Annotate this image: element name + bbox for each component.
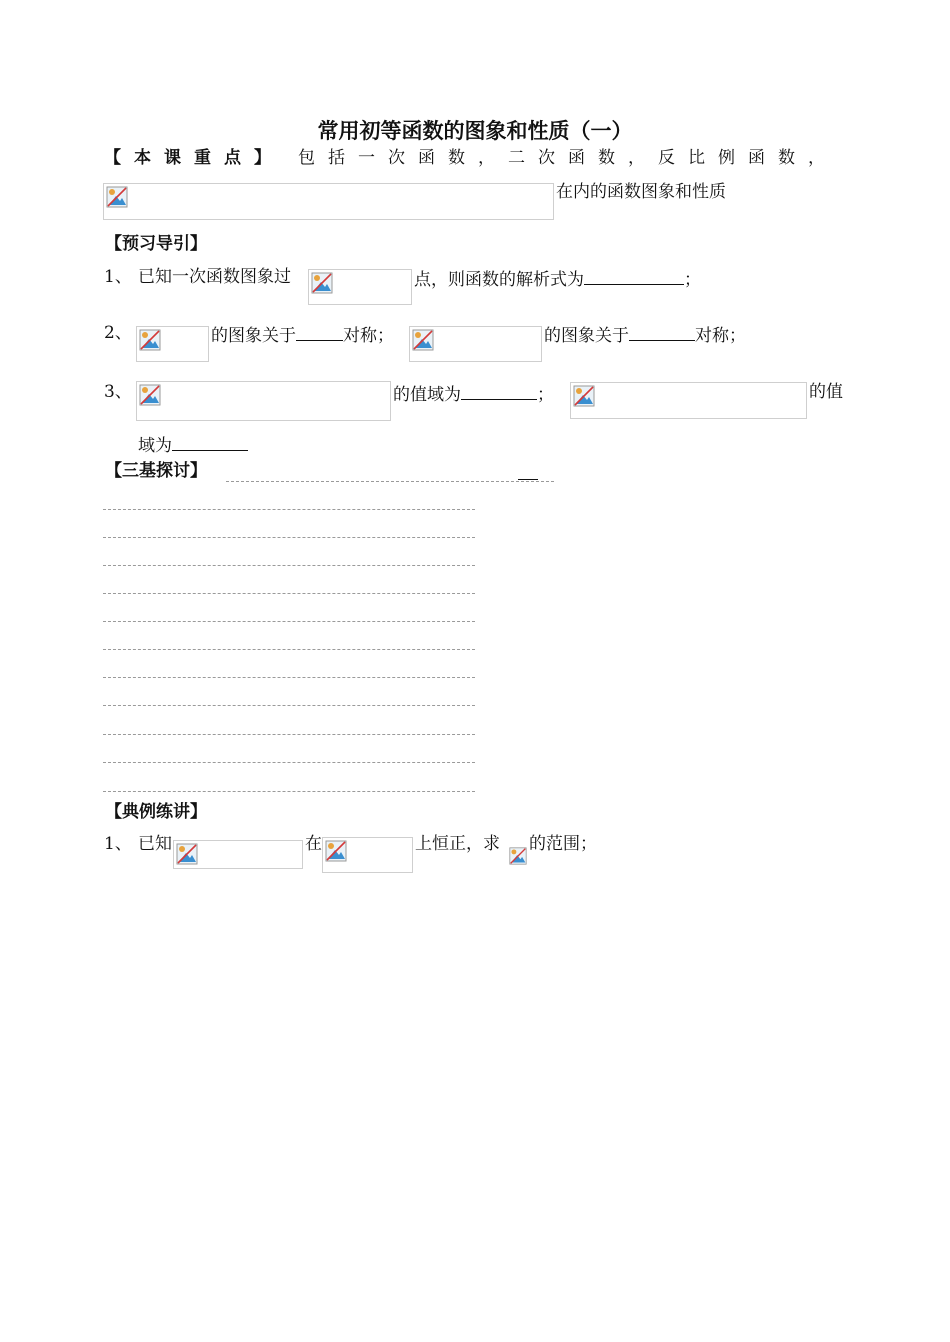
preview-q1-text-a: 已知一次函数图象过 xyxy=(138,267,291,287)
example-q1-text-d: 的范围； xyxy=(529,834,597,854)
writing-line[interactable] xyxy=(103,762,475,763)
preview-q1-number: 1、 xyxy=(104,267,132,287)
preview-q3-text-c: 的值 xyxy=(809,382,843,402)
formula-image-focus xyxy=(103,183,554,220)
example-q1-text-b: 在 xyxy=(305,834,322,854)
writing-line[interactable] xyxy=(103,791,475,792)
formula-image-ex-b xyxy=(322,837,413,873)
preview-q2-text-b: 的图象关于 对称； xyxy=(544,326,746,346)
example-q1-text-c: 上恒正，求 xyxy=(415,834,500,854)
broken-image-icon xyxy=(176,843,198,865)
answer-blank[interactable] xyxy=(461,384,537,400)
broken-image-icon xyxy=(325,840,347,862)
broken-image-icon xyxy=(139,384,161,406)
preview-q3-number: 3、 xyxy=(104,382,132,402)
answer-blank[interactable] xyxy=(584,269,684,285)
writing-line[interactable] xyxy=(103,509,475,510)
preview-q2-text-a: 的图象关于 对称； xyxy=(211,326,394,346)
formula-image-point xyxy=(308,269,412,305)
focus-label: 【本课重点】 xyxy=(104,148,284,168)
broken-image-icon xyxy=(412,329,434,351)
preview-q3-text-a: 的值域为 ； xyxy=(393,385,554,405)
focus-text: 包括一次函数，二次函数，反比例函数， xyxy=(298,148,838,168)
writing-line[interactable] xyxy=(226,481,554,482)
example-q1-number: 1、 xyxy=(104,834,132,854)
formula-image-q2-b xyxy=(409,326,542,362)
examples-heading: 【典例练讲】 xyxy=(105,802,207,822)
preview-q1-text-b: 点，则函数的解析式为 ； xyxy=(414,270,701,290)
broken-image-icon xyxy=(311,272,333,294)
preview-heading: 【预习导引】 xyxy=(105,234,207,254)
broken-image-icon xyxy=(509,847,527,865)
writing-line-end xyxy=(518,479,538,480)
writing-line[interactable] xyxy=(103,734,475,735)
writing-line[interactable] xyxy=(103,677,475,678)
formula-image-ex-a xyxy=(173,840,303,869)
answer-blank[interactable] xyxy=(172,435,248,451)
focus-tail: 在内的函数图象和性质 xyxy=(556,182,726,202)
answer-blank[interactable] xyxy=(629,325,695,341)
broken-image-icon xyxy=(139,329,161,351)
explore-heading: 【三基探讨】 xyxy=(105,461,207,481)
broken-image-icon xyxy=(573,385,595,407)
writing-line[interactable] xyxy=(103,705,475,706)
formula-image-ex-c xyxy=(509,846,527,866)
formula-image-q3-a xyxy=(136,381,391,421)
preview-q3-text-d: 域为 xyxy=(138,435,248,455)
writing-line[interactable] xyxy=(103,565,475,566)
preview-q2-number: 2、 xyxy=(104,323,132,343)
writing-line[interactable] xyxy=(103,621,475,622)
page-title: 常用初等函数的图象和性质（一） xyxy=(317,119,633,143)
writing-line[interactable] xyxy=(103,649,475,650)
formula-image-q2-a xyxy=(136,326,209,362)
example-q1-text-a: 已知 xyxy=(138,834,172,854)
answer-blank[interactable] xyxy=(296,325,343,341)
formula-image-q3-b xyxy=(570,382,807,419)
writing-line[interactable] xyxy=(103,593,475,594)
writing-line[interactable] xyxy=(103,537,475,538)
broken-image-icon xyxy=(106,186,128,208)
